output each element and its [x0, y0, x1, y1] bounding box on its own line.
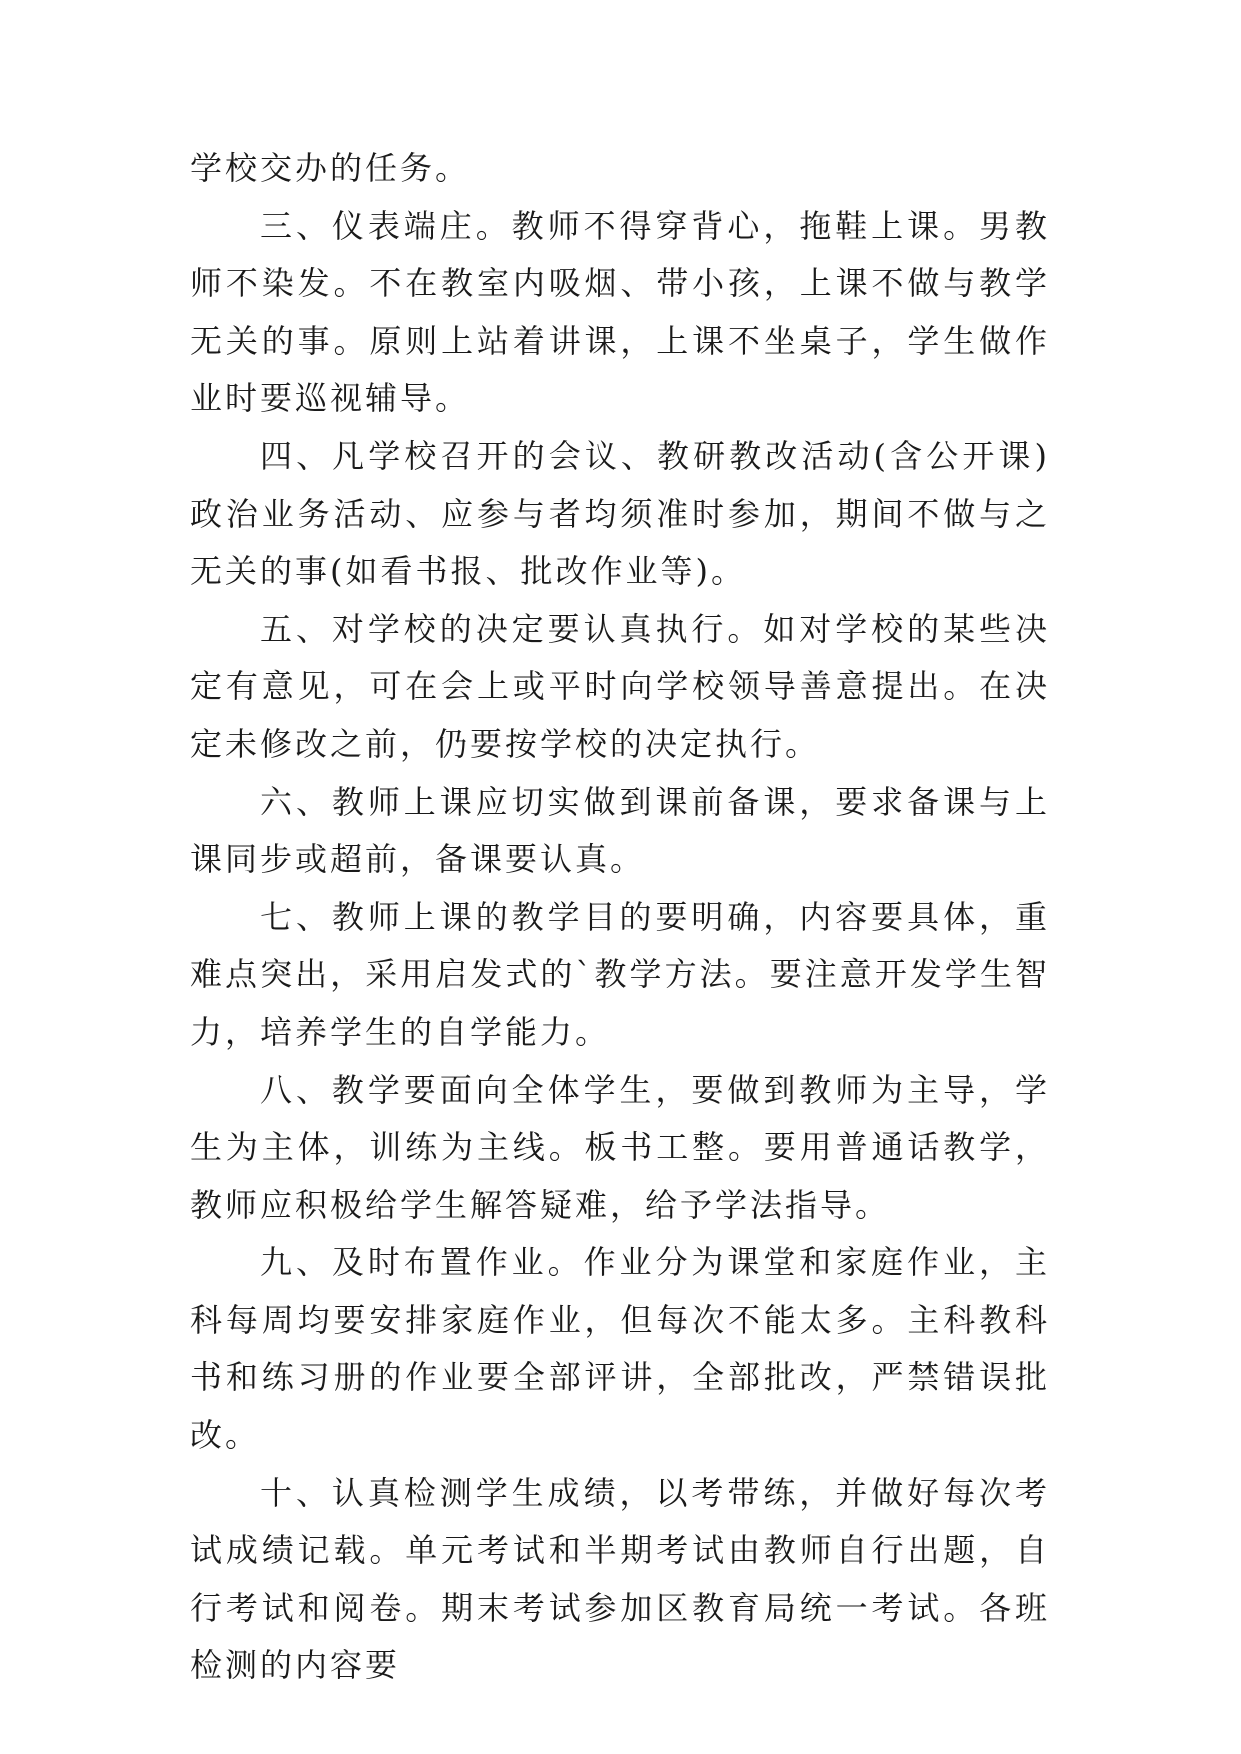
paragraph-item-6: 六、教师上课应切实做到课前备课，要求备课与上课同步或超前，备课要认真。 — [190, 782, 1050, 879]
document-page — [190, 140, 1050, 1695]
paragraph-item-3: 三、仪表端庄。教师不得穿背心，拖鞋上课。男教师不染发。不在教室内吸烟、带小孩，上课不做与教学无关的事。原则上站着讲课，上课不坐桌子，学生做作业时要巡视辅导。 — [190, 206, 1050, 418]
paragraph-item-5: 五、对学校的决定要认真执行。如对学校的某些决定有意见，可在会上或平时向学校领导善意提出。在决定未修改之前，仍要按学校的决定执行。 — [190, 609, 1050, 763]
paragraph-item-10: 十、认真检测学生成绩，以考带练，并做好每次考试成绩记载。单元考试和半期考试由教师自行出题，自行考试和阅卷。期末考试参加区教育局统一考试。各班检测的内容要 — [190, 1473, 1050, 1685]
paragraph-item-8: 八、教学要面向全体学生，要做到教师为主导，学生为主体，训练为主线。板书工整。要用普通话教学，教师应积极给学生解答疑难，给予学法指导。 — [190, 1070, 1050, 1224]
paragraph-continuation: 学校交办的任务。 — [190, 149, 471, 187]
paragraph-item-4: 四、凡学校召开的会议、教研教改活动(含公开课)政治业务活动、应参与者均须准时参加，期间不做与之无关的事(如看书报、批改作业等)。 — [190, 436, 1050, 591]
paragraph-item-9: 九、及时布置作业。作业分为课堂和家庭作业，主科每周均要安排家庭作业，但每次不能太多。主科教科书和练习册的作业要全部评讲，全部批改，严禁错误批改。 — [190, 1243, 1050, 1455]
paragraph-item-7: 七、教师上课的教学目的要明确，内容要具体，重难点突出，采用启发式的`教学方法。要注意开发学生智力，培养学生的自学能力。 — [190, 897, 1050, 1051]
